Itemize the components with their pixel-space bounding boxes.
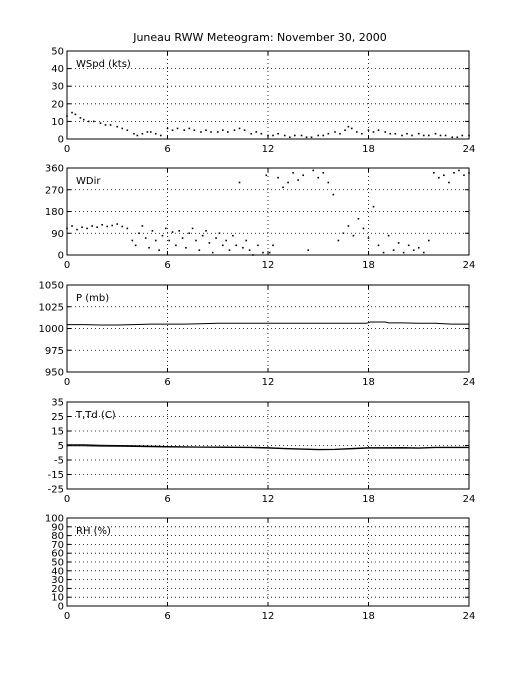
x-tick-label: 24 [462,611,476,622]
data-point [443,174,445,176]
data-point [292,172,294,174]
data-point [195,240,197,242]
data-point [75,114,77,116]
series-line-1 [67,322,469,325]
x-tick-label: 6 [164,377,171,388]
data-point [312,170,314,172]
data-point [192,228,194,230]
data-point [378,129,380,131]
panel-label: P (mb) [76,293,110,304]
data-point [116,223,118,225]
data-point [294,135,296,137]
data-point [361,133,363,135]
data-point [348,126,350,128]
y-tick-label: 40 [51,566,64,578]
data-point [383,252,385,254]
y-tick-label: 20 [51,99,64,111]
data-point [105,124,107,126]
data-point [358,218,360,220]
data-point [462,135,464,137]
data-point [413,249,415,251]
data-point [435,133,437,135]
data-point [395,133,397,135]
data-point [384,131,386,133]
data-point [272,135,274,137]
data-point [162,235,164,237]
x-tick-label: 24 [462,144,476,155]
data-point [158,249,160,251]
data-point [398,242,400,244]
x-tick-label: 18 [362,144,375,155]
data-point [155,133,157,135]
data-point [127,228,129,230]
y-tick-label: 30 [51,81,64,93]
y-tick-label: 5 [57,441,64,452]
data-point [348,225,350,227]
data-point [245,240,247,242]
y-tick-label: 50 [51,557,64,569]
data-point [255,131,257,133]
panel-label: RH (%) [76,526,111,537]
data-point [168,240,170,242]
data-point [388,235,390,237]
data-point [160,135,162,137]
data-point [344,129,346,131]
data-point [188,232,190,234]
data-point [453,172,455,174]
data-point [322,172,324,174]
y-tick-label: 1000 [38,324,64,335]
y-tick-label: 25 [51,412,64,423]
y-tick-label: 0 [57,134,64,146]
data-point [71,112,73,114]
data-point [111,225,113,227]
y-tick-label: 1025 [38,302,64,314]
data-point [252,254,254,256]
data-point [175,245,177,247]
data-point [142,133,144,135]
data-point [199,249,201,251]
data-point [440,135,442,137]
data-point [428,135,430,137]
y-tick-label: 950 [44,367,64,379]
panel-4 [48,398,476,506]
y-tick-label: 90 [51,228,64,240]
data-point [71,225,73,227]
data-point [185,247,187,249]
data-point [100,122,102,124]
y-tick-label: 180 [44,207,64,218]
figure-title: Juneau RWW Meteogram: November 30, 2000 [133,31,387,44]
data-point [132,240,134,242]
y-tick-label: 0 [57,250,64,262]
x-tick-label: 12 [261,144,275,155]
data-point [411,135,413,137]
data-point [209,242,211,244]
x-tick-label: 6 [164,494,171,505]
data-point [116,126,118,128]
data-point [234,129,236,131]
data-point [277,133,279,135]
data-point [133,133,135,135]
data-point [378,245,380,247]
data-point [368,129,370,131]
data-point [91,225,93,227]
y-tick-label: 30 [51,575,64,587]
data-point [322,135,324,137]
data-point [423,252,425,254]
data-point [408,245,410,247]
data-point [373,131,375,133]
data-point [339,133,341,135]
data-point [363,228,365,230]
data-point [307,249,309,251]
data-point [406,133,408,135]
data-point [448,182,450,184]
data-point [249,249,251,251]
panel-label: WSpd (kts) [76,59,131,70]
data-point [463,174,465,176]
data-point [351,128,353,130]
x-tick-label: 18 [362,377,375,388]
data-point [76,229,78,231]
data-point [194,129,196,131]
data-point [423,135,425,137]
data-point [468,135,470,137]
data-point [150,131,152,133]
data-point [96,226,98,228]
data-point [250,133,252,135]
data-point [468,172,470,174]
data-point [393,249,395,251]
data-point [81,226,83,228]
x-tick-label: 0 [63,377,71,388]
data-point [217,131,219,133]
data-point [328,133,330,135]
data-point [101,224,103,226]
data-point [80,117,82,119]
data-point [215,237,217,239]
data-point [172,231,174,233]
x-tick-label: 6 [164,260,171,271]
data-point [317,135,319,137]
data-point [219,232,221,234]
y-tick-label: -15 [47,470,64,481]
y-tick-label: 60 [51,548,64,560]
x-tick-label: 6 [164,144,171,155]
data-point [297,179,299,181]
x-tick-label: 0 [63,144,71,155]
y-tick-label: 100 [44,513,64,525]
data-point [127,129,129,131]
data-point [177,128,179,130]
data-point [239,128,241,130]
y-tick-label: 70 [51,539,64,551]
y-tick-label: 975 [44,345,64,357]
x-tick-label: 18 [362,260,375,271]
data-point [266,174,268,176]
data-point [317,177,319,179]
data-point [334,131,336,133]
data-point [451,136,453,138]
y-tick-label: 15 [51,426,64,438]
x-tick-label: 0 [63,260,71,271]
data-point [222,129,224,131]
data-point [445,135,447,137]
y-tick-label: -25 [47,484,64,496]
data-point [205,129,207,131]
data-point [328,182,330,184]
data-point [356,131,358,133]
data-point [172,129,174,131]
x-tick-label: 18 [362,611,375,622]
data-point [418,133,420,135]
data-point [456,136,458,138]
data-point [167,128,169,130]
data-point [66,228,68,230]
data-point [210,131,212,133]
panel-1 [51,47,475,156]
data-point [333,194,335,196]
data-point [106,226,108,228]
x-tick-label: 24 [462,494,476,505]
data-point [261,133,263,135]
x-tick-label: 12 [261,260,275,271]
y-tick-label: 0 [57,601,64,613]
data-point [458,170,460,172]
y-tick-label: 360 [44,163,64,175]
data-point [239,182,241,184]
data-point [110,124,112,126]
data-point [212,252,214,254]
y-tick-label: 90 [51,522,64,534]
data-point [373,206,375,208]
panel-2 [45,164,475,272]
y-tick-label: 40 [51,64,64,76]
data-point [121,226,123,228]
x-tick-label: 12 [261,494,275,505]
x-tick-label: 12 [261,611,275,622]
data-point [227,131,229,133]
y-tick-label: 20 [51,583,64,595]
data-point [121,128,123,130]
data-point [205,230,207,232]
data-point [282,187,284,189]
data-point [200,131,202,133]
data-point [287,182,289,184]
x-tick-label: 6 [164,611,171,622]
y-tick-label: 1050 [38,280,64,292]
data-point [311,136,313,138]
x-tick-label: 18 [362,494,375,505]
y-tick-label: -5 [54,455,64,467]
data-point [202,235,204,237]
data-point [257,245,259,247]
panel-label: T,Td (C) [76,410,116,421]
data-point [302,174,304,176]
data-point [229,249,231,251]
panel-3 [39,281,476,389]
data-point [338,240,340,242]
data-point [244,129,246,131]
data-point [148,247,150,249]
data-point [147,131,149,133]
data-point [182,237,184,239]
data-point [403,252,405,254]
data-point [142,225,144,227]
data-point [272,245,274,247]
data-point [306,136,308,138]
data-point [225,240,227,242]
data-point [183,129,185,131]
y-tick-label: 50 [51,46,64,58]
data-point [262,252,264,254]
data-point [137,135,139,137]
data-point [301,135,303,137]
data-point [284,135,286,137]
data-point [277,177,279,179]
panel-label: WDir [76,176,101,187]
data-point [83,119,85,121]
data-point [269,252,271,254]
data-point [353,235,355,237]
data-point [178,230,180,232]
data-point [188,128,190,130]
data-point [368,237,370,239]
data-point [135,245,137,247]
x-tick-label: 24 [462,377,476,388]
data-point [232,235,234,237]
data-point [235,245,237,247]
x-tick-label: 0 [63,611,71,622]
data-point [401,135,403,137]
x-tick-label: 0 [63,494,71,505]
data-point [222,245,224,247]
data-point [86,228,88,230]
data-point [152,230,154,232]
x-tick-label: 12 [261,377,275,388]
data-point [93,121,95,123]
data-point [389,133,391,135]
data-point [145,237,147,239]
y-tick-label: 10 [51,116,64,128]
data-point [66,115,68,117]
data-point [438,177,440,179]
x-tick-label: 24 [462,260,476,271]
data-point [88,121,90,123]
data-point [418,247,420,249]
data-point [289,136,291,138]
data-point [433,172,435,174]
data-point [155,240,157,242]
data-point [343,232,345,234]
y-tick-label: 10 [51,592,64,604]
y-tick-label: 35 [51,397,64,409]
data-point [165,228,167,230]
data-point [267,135,269,137]
panel-5 [45,514,475,623]
data-point [428,240,430,242]
data-point [138,232,140,234]
y-tick-label: 80 [51,531,64,543]
y-tick-label: 270 [44,185,64,197]
data-point [242,247,244,249]
